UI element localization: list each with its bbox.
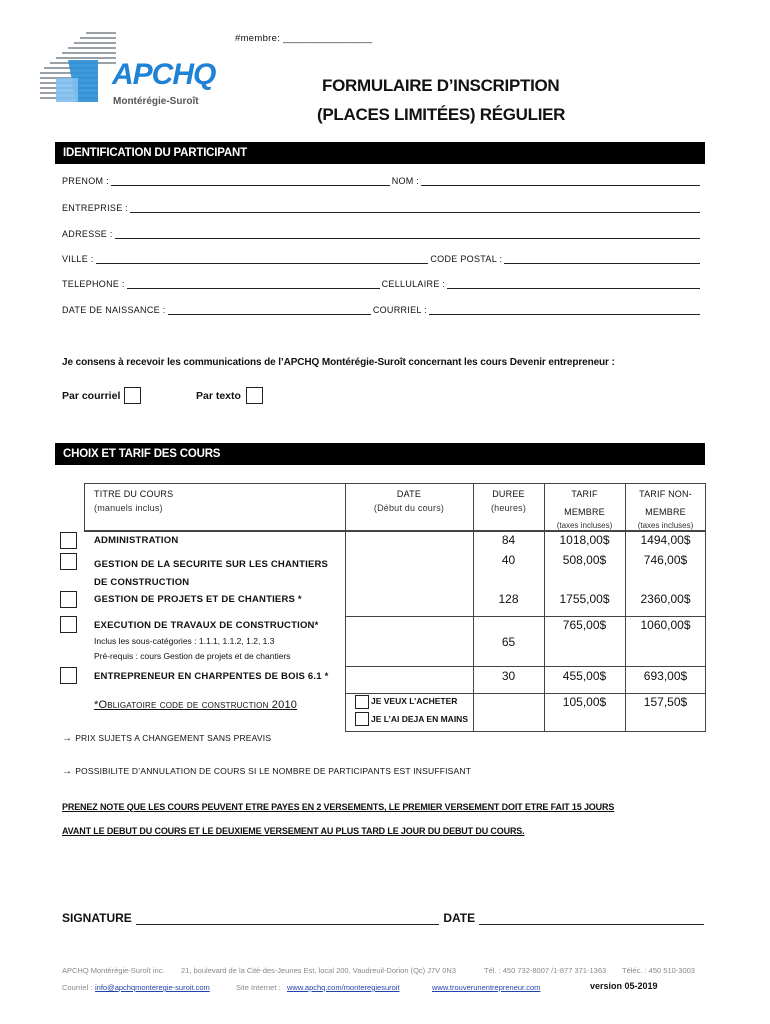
footer-site-value[interactable]: www.apchq.com/monteregiesuroit: [287, 983, 400, 992]
course-title-administration: ADMINISTRATION: [94, 535, 179, 546]
course-membre-execution: 765,00$: [562, 618, 607, 632]
prix-note: [62, 733, 271, 744]
signature-row: [62, 911, 704, 925]
consent-text: Je consens à recevoir les communications de l’APCHQ Montérégie-Suroît concernant les cours Devenir entrepreneur :: [62, 357, 615, 368]
col-date-header: DATE: [396, 489, 422, 499]
col-tarif-header: TARIF: [571, 489, 598, 499]
col-tarif-sub: (taxes incluses): [556, 521, 613, 530]
course-title-charpentes: ENTREPRENEUR EN CHARPENTES DE BOIS 6.1 *: [94, 671, 329, 682]
entreprise-field[interactable]: [130, 204, 700, 213]
telephone-label: TELEPHONE :: [62, 279, 125, 289]
name-row: [62, 176, 702, 186]
ville-label: VILLE :: [62, 254, 94, 264]
naissance-row: [62, 305, 702, 315]
date-label: DATE: [443, 911, 476, 925]
obligatoire-membre-price: 105,00$: [562, 695, 607, 709]
course-duree-administration: 84: [501, 533, 516, 547]
logo-subtitle: Montérégie-Suroît: [113, 96, 199, 107]
veux-acheter-label: JE VEUX L’ACHETER: [371, 696, 458, 706]
telephone-field[interactable]: [127, 280, 380, 289]
course-nonmembre-execution: 1060,00$: [640, 618, 691, 632]
code-postal-label: CODE POSTAL :: [430, 254, 503, 264]
course-membre-securite: 508,00$: [562, 553, 607, 567]
par-texto-checkbox[interactable]: [246, 387, 263, 404]
course-nonmembre-administration: 1494,00$: [640, 533, 691, 547]
course-duree-gestion-projets: 128: [498, 592, 519, 606]
prenez-note-line2: AVANT LE DEBUT DU COURS ET LE DEUXIEME VERSEMENT AU PLUS TARD LE JOUR DU DEBUT DU COURS.: [62, 826, 525, 836]
course-checkbox-charpentes[interactable]: [60, 667, 77, 684]
par-courriel-checkbox[interactable]: [124, 387, 141, 404]
nom-field[interactable]: [421, 177, 700, 186]
col-tarif-non-sub: (taxes incluses): [637, 521, 694, 530]
footer-address: 21, boulevard de la Cité-des-Jeunes Est, local 200, Vaudreuil-Dorion (Qc) J7V 0N3: [181, 966, 457, 975]
obligatoire-nonmembre-price: 157,50$: [643, 695, 688, 709]
adresse-label: ADRESSE :: [62, 229, 113, 239]
col-tarif-non-header2: MEMBRE: [645, 507, 686, 517]
ville-field[interactable]: [96, 255, 429, 264]
col-titre-sub: (manuels inclus): [94, 503, 163, 513]
course-membre-gestion-projets: 1755,00$: [559, 592, 610, 606]
footer-fax: Téléc. : 450 510-3003: [622, 966, 695, 975]
course-checkbox-administration[interactable]: [60, 532, 77, 549]
course-membre-administration: 1018,00$: [559, 533, 610, 547]
annulation-note: [62, 766, 471, 777]
course-title-securite: GESTION DE LA SECURITE SUR LES CHANTIERS DE CONSTRUCTION: [94, 559, 329, 588]
footer-site-link[interactable]: [287, 983, 400, 992]
footer-courriel-link[interactable]: [95, 983, 210, 992]
footer-site2-value[interactable]: www.trouverunentrepreneur.com: [432, 983, 541, 992]
cellulaire-label: CELLULAIRE :: [381, 279, 446, 289]
date-field[interactable]: [479, 913, 704, 925]
course-duree-charpentes: 30: [501, 669, 516, 683]
course-duree-execution: 65: [501, 635, 516, 649]
footer-courriel-label: Courriel :: [62, 983, 93, 992]
footer-courriel-value[interactable]: info@apchqmonteregie-suroit.com: [95, 983, 210, 992]
courriel-field[interactable]: [429, 306, 700, 315]
arrow-right-icon: →: [62, 733, 73, 744]
date-naissance-label: DATE DE NAISSANCE :: [62, 305, 166, 315]
adresse-field[interactable]: [115, 230, 700, 239]
footer-tel: Tél. : 450 732-8007 /1-877 371-1363: [484, 966, 607, 975]
col-duree-sub: (heures): [490, 503, 527, 513]
signature-label: SIGNATURE: [62, 911, 132, 925]
signature-field[interactable]: [136, 913, 440, 925]
col-tarif-non-header: TARIF NON-: [639, 489, 692, 499]
prenom-field[interactable]: [111, 177, 390, 186]
adresse-row: [62, 229, 702, 239]
course-checkbox-execution[interactable]: [60, 616, 77, 633]
course-nonmembre-securite: 746,00$: [643, 553, 688, 567]
veux-acheter-checkbox[interactable]: [355, 695, 369, 709]
entreprise-row: [62, 203, 702, 213]
entreprise-label: ENTREPRISE :: [62, 203, 129, 213]
course-checkbox-gestion-projets[interactable]: [60, 591, 77, 608]
courses-table: [55, 483, 706, 731]
cellulaire-field[interactable]: [447, 280, 700, 289]
logo-text: APCHQ: [112, 58, 216, 91]
footer-version: version 05-2019: [590, 981, 658, 991]
code-postal-field[interactable]: [504, 255, 700, 264]
nom-label: NOM :: [391, 176, 420, 186]
telephone-row: [62, 279, 702, 289]
par-courriel-label: Par courriel: [62, 390, 121, 402]
col-tarif-header2: MEMBRE: [564, 507, 605, 517]
courriel-label: COURRIEL :: [372, 305, 427, 315]
arrow-right-icon: →: [62, 766, 73, 777]
date-naissance-field[interactable]: [168, 306, 371, 315]
ville-row: [62, 254, 702, 264]
courses-heading: CHOIX ET TARIF DES COURS: [55, 443, 705, 465]
ai-deja-label: JE L’AI DEJA EN MAINS: [371, 714, 468, 724]
course-membre-charpentes: 455,00$: [562, 669, 607, 683]
prix-note-text: PRIX SUJETS A CHANGEMENT SANS PREAVIS: [75, 733, 272, 743]
footer-site2-link[interactable]: [432, 983, 540, 992]
course-title-gestion-projets: GESTION DE PROJETS ET DE CHANTIERS *: [94, 594, 302, 605]
form-title-line1: FORMULAIRE D’INSCRIPTION: [322, 76, 560, 95]
ai-deja-checkbox[interactable]: [355, 712, 369, 726]
footer-site-label: Site Internet :: [236, 983, 281, 992]
course-sub2-execution: Pré-requis : cours Gestion de projets et de chantiers: [94, 651, 291, 661]
col-titre-header: TITRE DU COURS: [94, 489, 174, 499]
prenez-note-line1: PRENEZ NOTE QUE LES COURS PEUVENT ETRE PAYES EN 2 VERSEMENTS, LE PREMIER VERSEMENT DOIT ETRE FAIT 15 JOURS: [62, 802, 615, 812]
course-checkbox-securite[interactable]: [60, 553, 77, 570]
course-nonmembre-charpentes: 693,00$: [643, 669, 688, 683]
form-title-line2: (PLACES LIMITÉES) RÉGULIER: [317, 105, 566, 124]
membre-number-label: #membre: ________________: [235, 33, 373, 44]
prenom-label: PRENOM :: [62, 176, 109, 186]
col-duree-header: DUREE: [492, 489, 525, 499]
obligatoire-code-label: *Obligatoire code de construction 2010: [94, 699, 298, 711]
course-title-execution: EXECUTION DE TRAVAUX DE CONSTRUCTION*: [94, 620, 319, 631]
course-sub1-execution: Inclus les sous-catégories : 1.1.1, 1.1.2, 1.2, 1.3: [94, 636, 275, 646]
course-duree-securite: 40: [501, 553, 516, 567]
col-date-sub: (Début du cours): [373, 503, 445, 513]
par-texto-label: Par texto: [196, 390, 241, 402]
course-nonmembre-gestion-projets: 2360,00$: [640, 592, 691, 606]
footer-org: APCHQ Montérégie-Suroît inc.: [62, 966, 165, 975]
annulation-note-text: POSSIBILITE D’ANNULATION DE COURS SI LE NOMBRE DE PARTICIPANTS EST INSUFFISANT: [75, 766, 472, 776]
identification-heading: IDENTIFICATION DU PARTICIPANT: [55, 142, 705, 164]
